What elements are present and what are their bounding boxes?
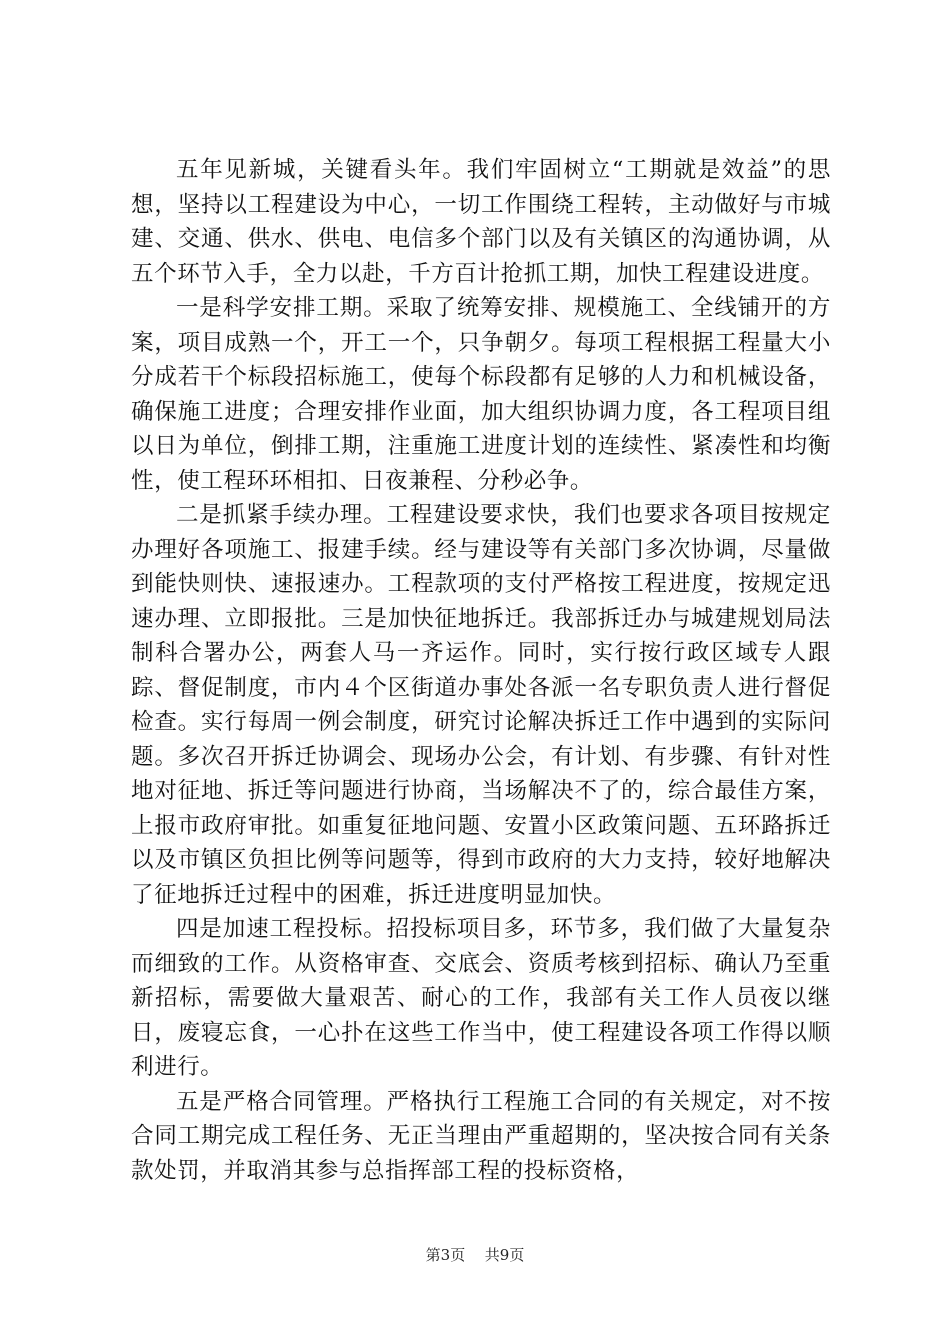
page-footer [0,1245,950,1265]
document-body [131,153,831,1188]
paragraph-procedures: 二是抓紧手续办理。工程建设要求快，我们也要求各项目按规定办理好各项施工、报建手续。经与建设等有关部门多次协调，尽量做到能快则快、速报速办。工程款项的支付严格按工程进度，按规定迅速办理、立即报批。三是加快征地拆迁。我部拆迁办与城建规划局法制科合署办公，两套人马一齐运作。同时，实行按行政区域专人跟踪、督促制度，市内４个区街道办事处各派一名专职负责人进行督促检查。实行每周一例会制度，研究讨论解决拆迁工作中遇到的实际问题。多次召开拆迁协调会、现场办公会，有计划、有步骤、有针对性地对征地、拆迁等问题进行协商，当场解决不了的，综合最佳方案，上报市政府审批。如重复征地问题、安置小区政策问题、五环路拆迁以及市镇区负担比例等问题等，得到市政府的大力支持，较好地解决了征地拆迁过程中的困难，拆迁进度明显加快。 [131,502,831,908]
paragraph-contracts: 五是严格合同管理。严格执行工程施工合同的有关规定，对不按合同工期完成工程任务、无正当理由严重超期的，坚决按合同有关条款处罚，并取消其参与总指挥部工程的投标资格， [131,1088,831,1184]
paragraph-bidding: 四是加速工程投标。招投标项目多，环节多，我们做了大量复杂而细致的工作。从资格审查、交底会、资质考核到招标、确认乃至重新招标，需要做大量艰苦、耐心的工作，我部有关工作人员夜以继日，废寝忘食，一心扑在这些工作当中，使工程建设各项工作得以顺利进行。 [131,916,831,1080]
paragraph-intro: 五年见新城，关键看头年。我们牢固树立“工期就是效益”的思想，坚持以工程建设为中心，一切工作围绕工程转，主动做好与市城建、交通、供水、供电、电信多个部门以及有关镇区的沟通协调，从五个环节入手，全力以赴，千方百计抢抓工期，加快工程建设进度。 [131,157,831,287]
paragraph-schedule: 一是科学安排工期。采取了统筹安排、规模施工、全线铺开的方案，项目成熟一个，开工一个，只争朝夕。每项工程根据工程量大小分成若干个标段招标施工，使每个标段都有足够的人力和机械设备，确保施工进度；合理安排作业面，加大组织协调力度，各工程项目组以日为单位，倒排工期，注重施工进度计划的连续性、紧凑性和均衡性，使工程环环相扣、日夜兼程、分秒必争。 [131,295,831,494]
page-number: 第3页 [425,1246,466,1264]
page-total: 共9页 [484,1246,525,1264]
